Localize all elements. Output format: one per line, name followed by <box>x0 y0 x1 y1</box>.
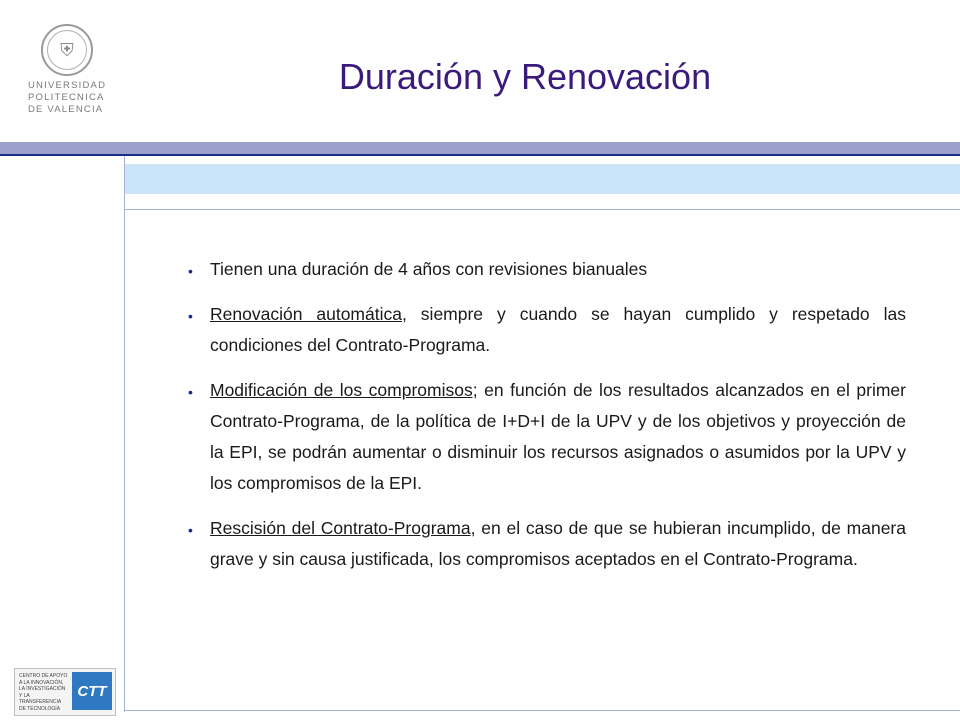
bullet-text: en función de los resultados alcanzados en el primer Contrato-Programa, de la política de I+D+I de la UPV y de los objetivos y proyección de la EPI, se podrán aumentar o disminuir los recursos asignados o asumidos por la UPV y los compromisos de la EPI. <box>210 380 906 493</box>
bullet-icon: • <box>188 384 193 400</box>
ctt-logo <box>14 668 116 716</box>
bullet-underlined: Renovación automática <box>210 304 402 324</box>
header-band <box>0 142 960 154</box>
bullet-text: , siempre y cuando se hayan cumplido y respetado las condiciones del Contrato-Programa. <box>210 304 906 355</box>
bullet-list <box>188 254 906 589</box>
bullet-text: , en el caso de que se hubieran incumplido, de manera grave y sin causa justificada, los compromisos aceptados en el Contrato-Programa. <box>210 518 906 569</box>
logo-line-3: DE VALENCIA <box>28 104 104 115</box>
header-rule <box>0 154 960 156</box>
ctt-mark-icon: CTT <box>72 672 112 710</box>
left-divider <box>124 156 125 712</box>
logo-line-1: UNIVERSIDAD <box>28 80 107 91</box>
subheader-bar <box>125 164 960 194</box>
bullet-icon: • <box>188 308 193 324</box>
list-item <box>188 513 906 575</box>
slide-title: Duración y Renovación <box>338 56 712 97</box>
footer-rule <box>125 710 960 711</box>
subheader-rule <box>125 209 960 210</box>
list-item <box>188 254 906 285</box>
ctt-logo-text: CENTRO DE APOYO A LA INNOVACIÓN, LA INVESTIGACIÓN Y LA TRANSFERENCIA DE TECNOLOGÍA <box>19 673 68 712</box>
bullet-underlined: Modificación de los compromisos; <box>210 380 478 400</box>
logo-line-2: POLITECNICA <box>28 92 105 103</box>
bullet-text: Tienen una duración de 4 años con revisiones bianuales <box>210 259 648 279</box>
bullet-icon: • <box>188 522 193 538</box>
list-item <box>188 375 906 499</box>
bullet-icon: • <box>188 263 193 279</box>
university-seal-icon: ⛨ <box>41 24 93 76</box>
list-item <box>188 299 906 361</box>
bullet-underlined: Rescisión del Contrato-Programa <box>210 518 471 538</box>
